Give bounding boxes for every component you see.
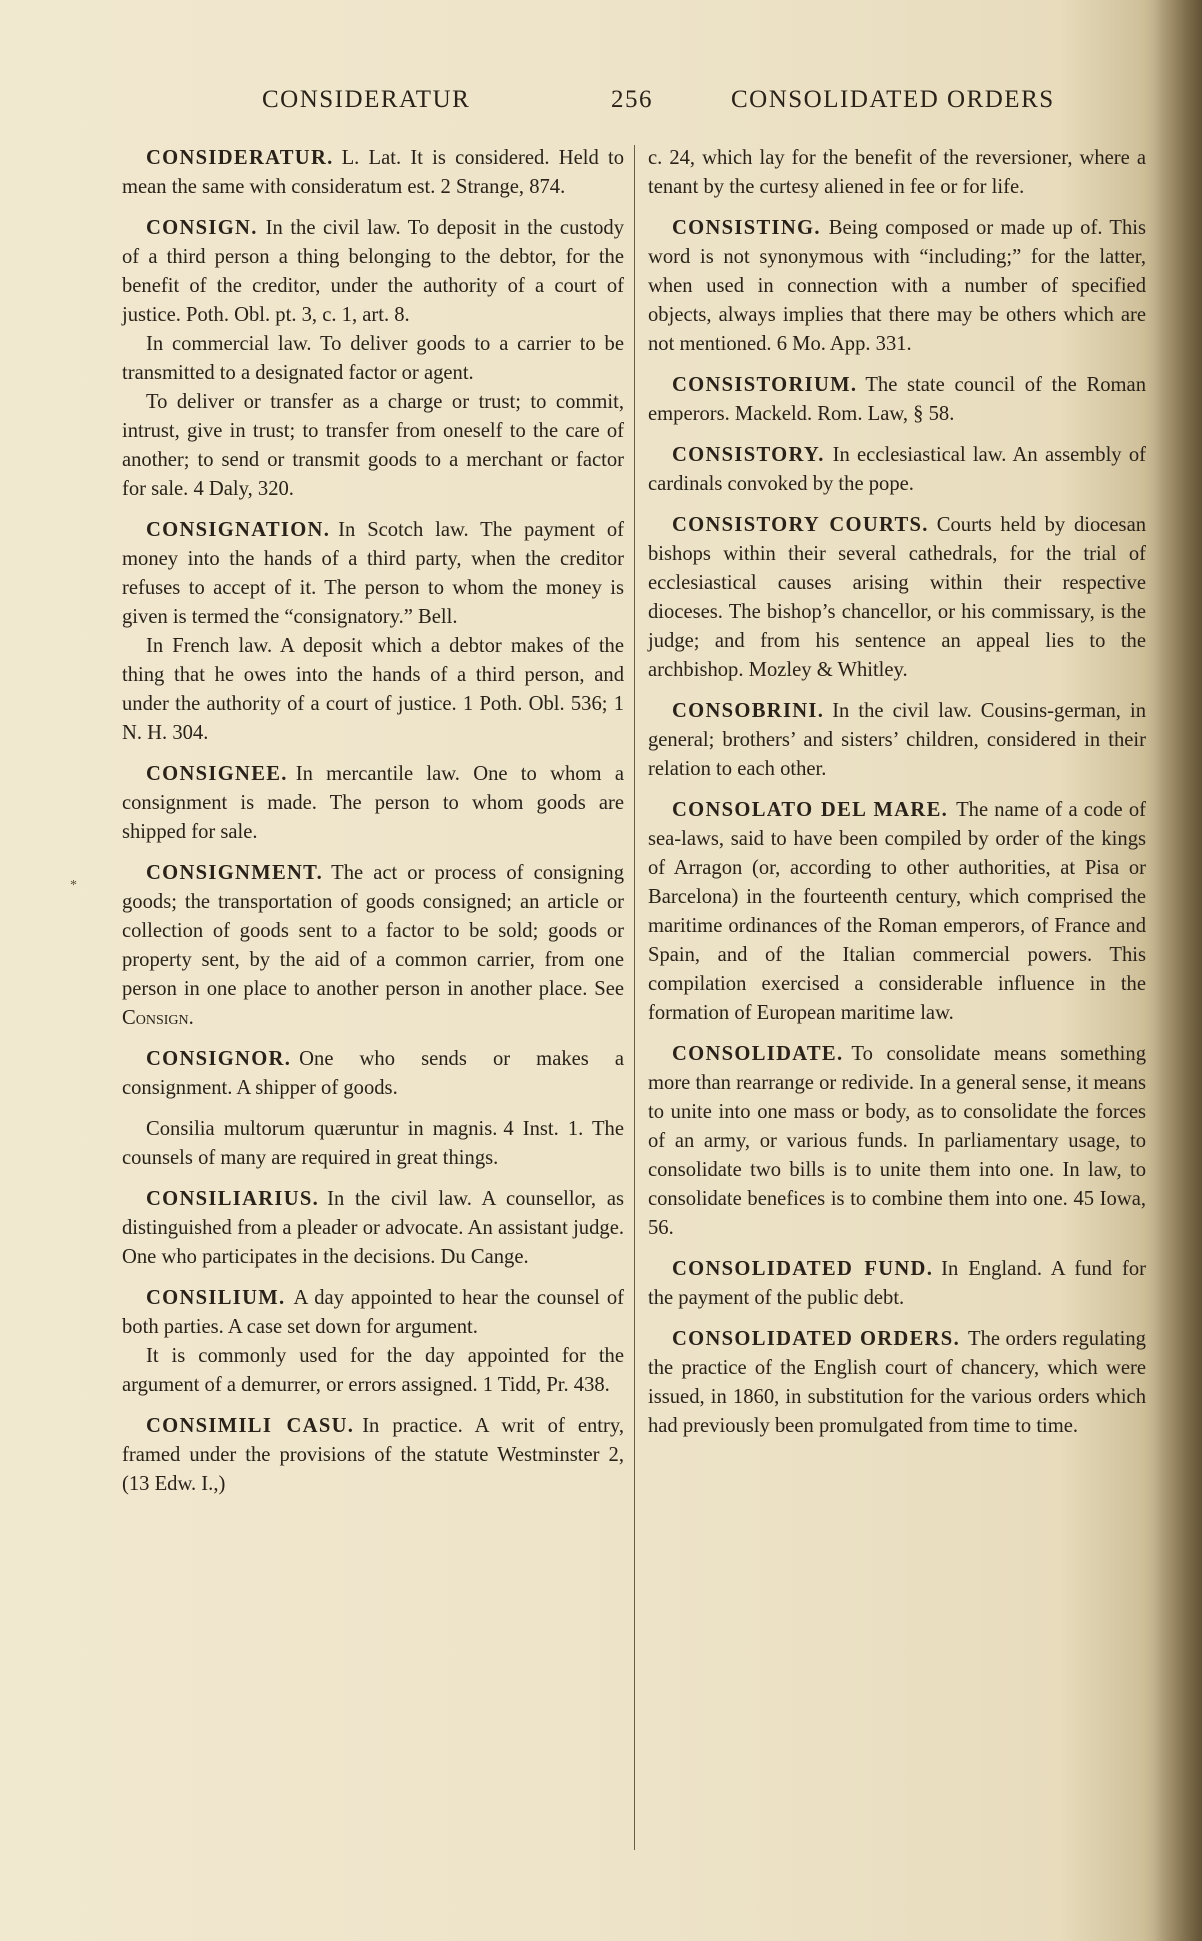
entry-subsense: In commercial law. To deliver goods to a carrier to be transmitted to a designated factor or agent. <box>122 333 624 384</box>
entry-headword: CONSILIARIUS. <box>146 1188 320 1210</box>
entry-definition: Courts held by diocesan bishops within their several cathedrals, for the trial of ecclesiastical causes arising within their respective dioceses. The bishop’s chancellor, or his commissary, is the judge; and from his sentence an appeal lies to the archbishop. Mozley & Whitley. <box>648 514 1147 681</box>
dictionary-entry <box>648 697 1146 784</box>
dictionary-entry-continuation <box>648 144 1146 202</box>
entry-headword: CONSIGNATION. <box>146 519 331 541</box>
entry-headword: CONSOBRINI. <box>672 700 825 722</box>
entry-definition: In practice. A writ of entry, framed under the provisions of the statute Westminster 2, (13 Edw. I.,) <box>122 1415 624 1495</box>
entry-headword: CONSISTORY. <box>672 444 825 466</box>
dictionary-entry <box>648 1325 1146 1441</box>
page-number: 256 <box>611 86 653 113</box>
dictionary-entry <box>122 516 624 748</box>
entry-headword: CONSISTORIUM. <box>672 374 858 396</box>
entry-definition: In Scotch law. The payment of money into the hands of a third party, when the creditor refuses to accept of it. The person to whom the money is given is termed the “consignatory.” Bell. <box>122 519 624 628</box>
dictionary-entry <box>648 511 1146 685</box>
entry-headword: CONSIGNOR. <box>146 1048 292 1070</box>
cross-reference: Consign. <box>122 1007 194 1029</box>
entry-definition: In England. A fund for the payment of the public debt. <box>648 1258 1146 1309</box>
entry-maxim: Consilia multorum quæruntur in magnis. <box>146 1118 498 1140</box>
dictionary-entry <box>122 1185 624 1272</box>
entry-definition: The name of a code of sea-laws, said to have been compiled by order of the kings of Arragon (or, according to other authorities, at Pisa or Barcelona) in the fourteenth century, which comprised the maritime ordinances of the Roman emperors, of France and Spain, and of the Italian commercial powers. This compilation exercised a considerable influence in the formation of European maritime law. <box>648 799 1147 1024</box>
header-right-guideword: CONSOLIDATED ORDERS <box>731 86 1055 113</box>
dictionary-entry <box>122 1045 624 1103</box>
header-left-guideword: CONSIDERATUR <box>262 86 471 113</box>
entry-headword: CONSOLIDATED FUND. <box>672 1258 934 1280</box>
entry-subsense: It is commonly used for the day appointed for the argument of a demurrer, or errors assigned. 1 Tidd, Pr. 438. <box>122 1345 624 1396</box>
entry-definition: To consolidate means something more than rearrange or redivide. In a general sense, it means to unite into one mass or body, as to consolidate the forces of an army, or various funds. In parliamentary usage, to consolidate two bills is to unite them into one. In law, to consolidate benefices is to combine them into one. 45 Iowa, 56. <box>648 1043 1146 1239</box>
entry-definition: The act or process of consigning goods; the transportation of goods consigned; an article or collection of goods sent to a factor to be sold; goods or property sent, by the aid of a common carrier, from one person in one place to another person in another place. See <box>122 862 624 1000</box>
entry-headword: CONSISTING. <box>672 217 821 239</box>
book-spine-shadow <box>1154 0 1202 1941</box>
entry-subsense: To deliver or transfer as a charge or trust; to commit, intrust, give in trust; to transfer from oneself to the care of another; to send or transmit goods to a merchant or factor for sale. 4 Daly, 320. <box>122 391 624 500</box>
dictionary-entry <box>122 1115 624 1173</box>
entry-subsense: In French law. A deposit which a debtor makes of the thing that he owes into the hands of a third person, and under the authority of a court of justice. 1 Poth. Obl. 536; 1 N. H. 304. <box>122 635 624 744</box>
entry-definition: 4 Inst. 1. The counsels of many are required in great things. <box>122 1118 624 1169</box>
dictionary-entry <box>648 796 1146 1028</box>
dictionary-entry <box>648 1255 1146 1313</box>
entry-headword: CONSOLIDATED ORDERS. <box>672 1328 961 1350</box>
entry-definition: A day appointed to hear the counsel of both parties. A case set down for argument. <box>122 1287 624 1338</box>
entry-headword: CONSIGNEE. <box>146 763 288 785</box>
dictionary-entry <box>648 371 1146 429</box>
left-column <box>122 144 624 1511</box>
entry-definition: L. Lat. It is considered. Held to mean the same with consideratum est. 2 Strange, 874. <box>122 147 624 198</box>
entry-definition: The orders regulating the practice of the English court of chancery, which were issued, in 1860, in substitution for the various orders which had previously been promulgated from time to time. <box>648 1328 1146 1437</box>
entry-definition: In ecclesiastical law. An assembly of cardinals convoked by the pope. <box>648 444 1146 495</box>
dictionary-entry <box>122 859 624 1033</box>
entry-definition: In mercantile law. One to whom a consignment is made. The person to whom goods are shipped for sale. <box>122 763 624 843</box>
dictionary-entry <box>648 1040 1146 1243</box>
running-header <box>0 86 1202 126</box>
dictionary-entry <box>648 214 1146 359</box>
entry-headword: CONSOLATO DEL MARE. <box>672 799 949 821</box>
entry-definition: In the civil law. To deposit in the custody of a third person a thing belonging to the debtor, for the benefit of the creditor, under the authority of a court of justice. Poth. Obl. pt. 3, c. 1, art. 8. <box>122 217 624 326</box>
dictionary-entry <box>122 214 624 504</box>
entry-headword: CONSIDERATUR. <box>146 147 334 169</box>
entry-headword: CONSILIUM. <box>146 1287 286 1309</box>
entry-headword: CONSIMILI CASU. <box>146 1415 355 1437</box>
entry-definition: One who sends or makes a consignment. A shipper of goods. <box>122 1048 624 1099</box>
entry-definition: In the civil law. Cousins-german, in general; brothers’ and sisters’ children, considered in their relation to each other. <box>648 700 1146 780</box>
entry-definition: c. 24, which lay for the benefit of the reversioner, where a tenant by the curtesy aliened in fee or for life. <box>648 147 1146 198</box>
dictionary-entry <box>122 144 624 202</box>
dictionary-entry <box>122 1412 624 1499</box>
entry-headword: CONSISTORY COURTS. <box>672 514 929 536</box>
entry-headword: CONSOLIDATE. <box>672 1043 844 1065</box>
entry-headword: CONSIGNMENT. <box>146 862 324 884</box>
margin-mark: * <box>70 878 77 893</box>
entry-definition: In the civil law. A counsellor, as distinguished from a pleader or advocate. An assistant judge. One who participates in the decisions. Du Cange. <box>122 1188 624 1268</box>
column-divider <box>634 145 635 1850</box>
entry-definition: The state council of the Roman emperors. Mackeld. Rom. Law, § 58. <box>648 374 1146 425</box>
entry-headword: CONSIGN. <box>146 217 258 239</box>
dictionary-entry <box>122 760 624 847</box>
right-column <box>648 144 1146 1453</box>
entry-definition: Being composed or made up of. This word is not synonymous with “including;” for the latter, when used in connection with a number of specified objects, always implies that there may be others which are not mentioned. 6 Mo. App. 331. <box>648 217 1146 355</box>
dictionary-entry <box>648 441 1146 499</box>
dictionary-entry <box>122 1284 624 1400</box>
